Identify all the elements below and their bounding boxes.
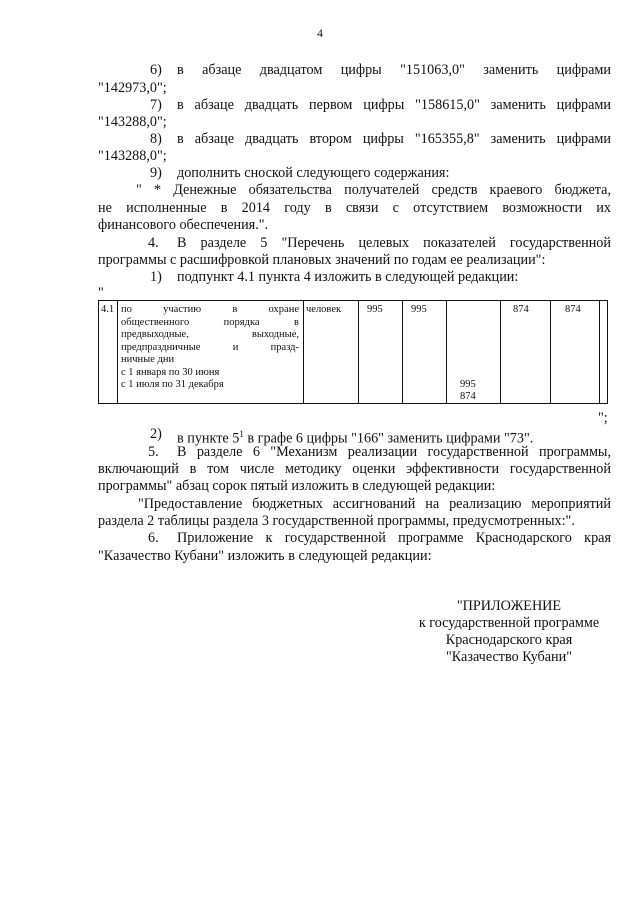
item-6-continuation: "142973,0"; [98,80,167,96]
item-7-number: 7) [150,97,162,113]
table-description-line: предпраздничные и празд- [121,341,299,353]
paragraph-4-2-prefix: в пункте 5 [177,430,240,447]
paragraph-4-line-1: В разделе 5 "Перечень целевых показателей государственной [177,235,611,251]
item-6-text: в абзаце двадцатом цифры "151063,0" заменить цифрами [177,62,611,78]
appendix-title: "ПРИЛОЖЕНИЕ [456,598,562,614]
table-divider [599,301,600,403]
item-7-text: в абзаце двадцать первом цифры "158615,0" заменить цифрами [177,97,611,113]
page-number: 4 [317,26,323,40]
item-8-number: 8) [150,131,162,147]
paragraph-4-2-number: 2) [150,426,162,442]
item-9-text: дополнить сноской следующего содержания: [177,165,450,181]
paragraph-5-quote-line-2: раздела 2 таблицы раздела 3 государственной программы, предусмотренных:". [98,513,575,529]
table-description [121,304,299,392]
table-code: 4.1 [101,304,115,315]
appendix-line: к государственной программе [418,615,600,631]
table-description-line: общественного порядка в [121,316,299,328]
paragraph-4-1-number: 1) [150,269,162,285]
table-value: 995 [460,379,476,390]
item-6-number: 6) [150,62,162,78]
paragraph-4-line-2: программы с расшифровкой плановых значений по годам ее реализации": [98,252,546,268]
appendix-line: "Казачество Кубани" [445,649,573,665]
item-7-continuation: "143288,0"; [98,114,167,130]
quote-open: " [98,285,104,301]
paragraph-6-number: 6. [148,530,159,546]
table-divider [550,301,551,403]
table-value: 995 [411,304,427,315]
paragraph-4-2-suffix: в графе 6 цифры "166" заменить цифрами "73". [243,430,534,447]
paragraph-6-line-2: "Казачество Кубани" изложить в следующей редакции: [98,548,432,564]
table-divider [500,301,501,403]
paragraph-5-line-2: включающий в том числе методику оценки эффективности государственной [98,461,611,477]
table-divider [402,301,403,403]
item-9-number: 9) [150,165,162,181]
table-value: 874 [513,304,529,315]
table-description-line: ничные дни [121,354,175,365]
table-divider [303,301,304,403]
footnote-line-1: " * Денежные обязательства получателей средств краевого бюджета, [136,182,611,198]
table-description-line: с 1 января по 30 июня [121,366,220,378]
footnote-line-3: финансового обеспечения.". [98,217,269,233]
appendix-line: Краснодарского края [445,632,573,648]
table-unit: человек [306,304,342,315]
paragraph-4-1-text: подпункт 4.1 пункта 4 изложить в следующей редакции: [177,269,519,285]
table-value: 874 [460,391,476,402]
table-value: 874 [565,304,581,315]
superscript: 1 [239,429,244,439]
table-value: 995 [367,304,383,315]
quote-close: "; [598,410,608,426]
paragraph-5-line-1: В разделе 6 "Механизм реализации государственной программы, [177,444,611,460]
paragraph-5-line-3: программы" абзац сорок пятый изложить в следующей редакции: [98,478,496,494]
item-8-continuation: "143288,0"; [98,148,167,164]
table-description-line: с 1 июля по 31 декабря [121,379,224,390]
table-description-line: предвыходные, выходные, [121,329,299,340]
paragraph-5-number: 5. [148,444,159,460]
table-divider [117,301,118,403]
table-divider [446,301,447,403]
table-divider [358,301,359,403]
paragraph-6-line-1: Приложение к государственной программе Краснодарского края [177,530,611,546]
paragraph-5-quote-line-1: "Предоставление бюджетных ассигнований на реализацию мероприятий [138,496,611,512]
item-8-text: в абзаце двадцать втором цифры "165355,8" заменить цифрами [177,131,611,147]
appendix-heading [400,598,618,666]
paragraph-4-number: 4. [148,235,159,251]
indicator-table [98,300,608,404]
table-description-line: по участию в охране [121,304,299,315]
footnote-line-2: не исполненные в 2014 году в связи с отсутствием возможности их [98,200,611,216]
